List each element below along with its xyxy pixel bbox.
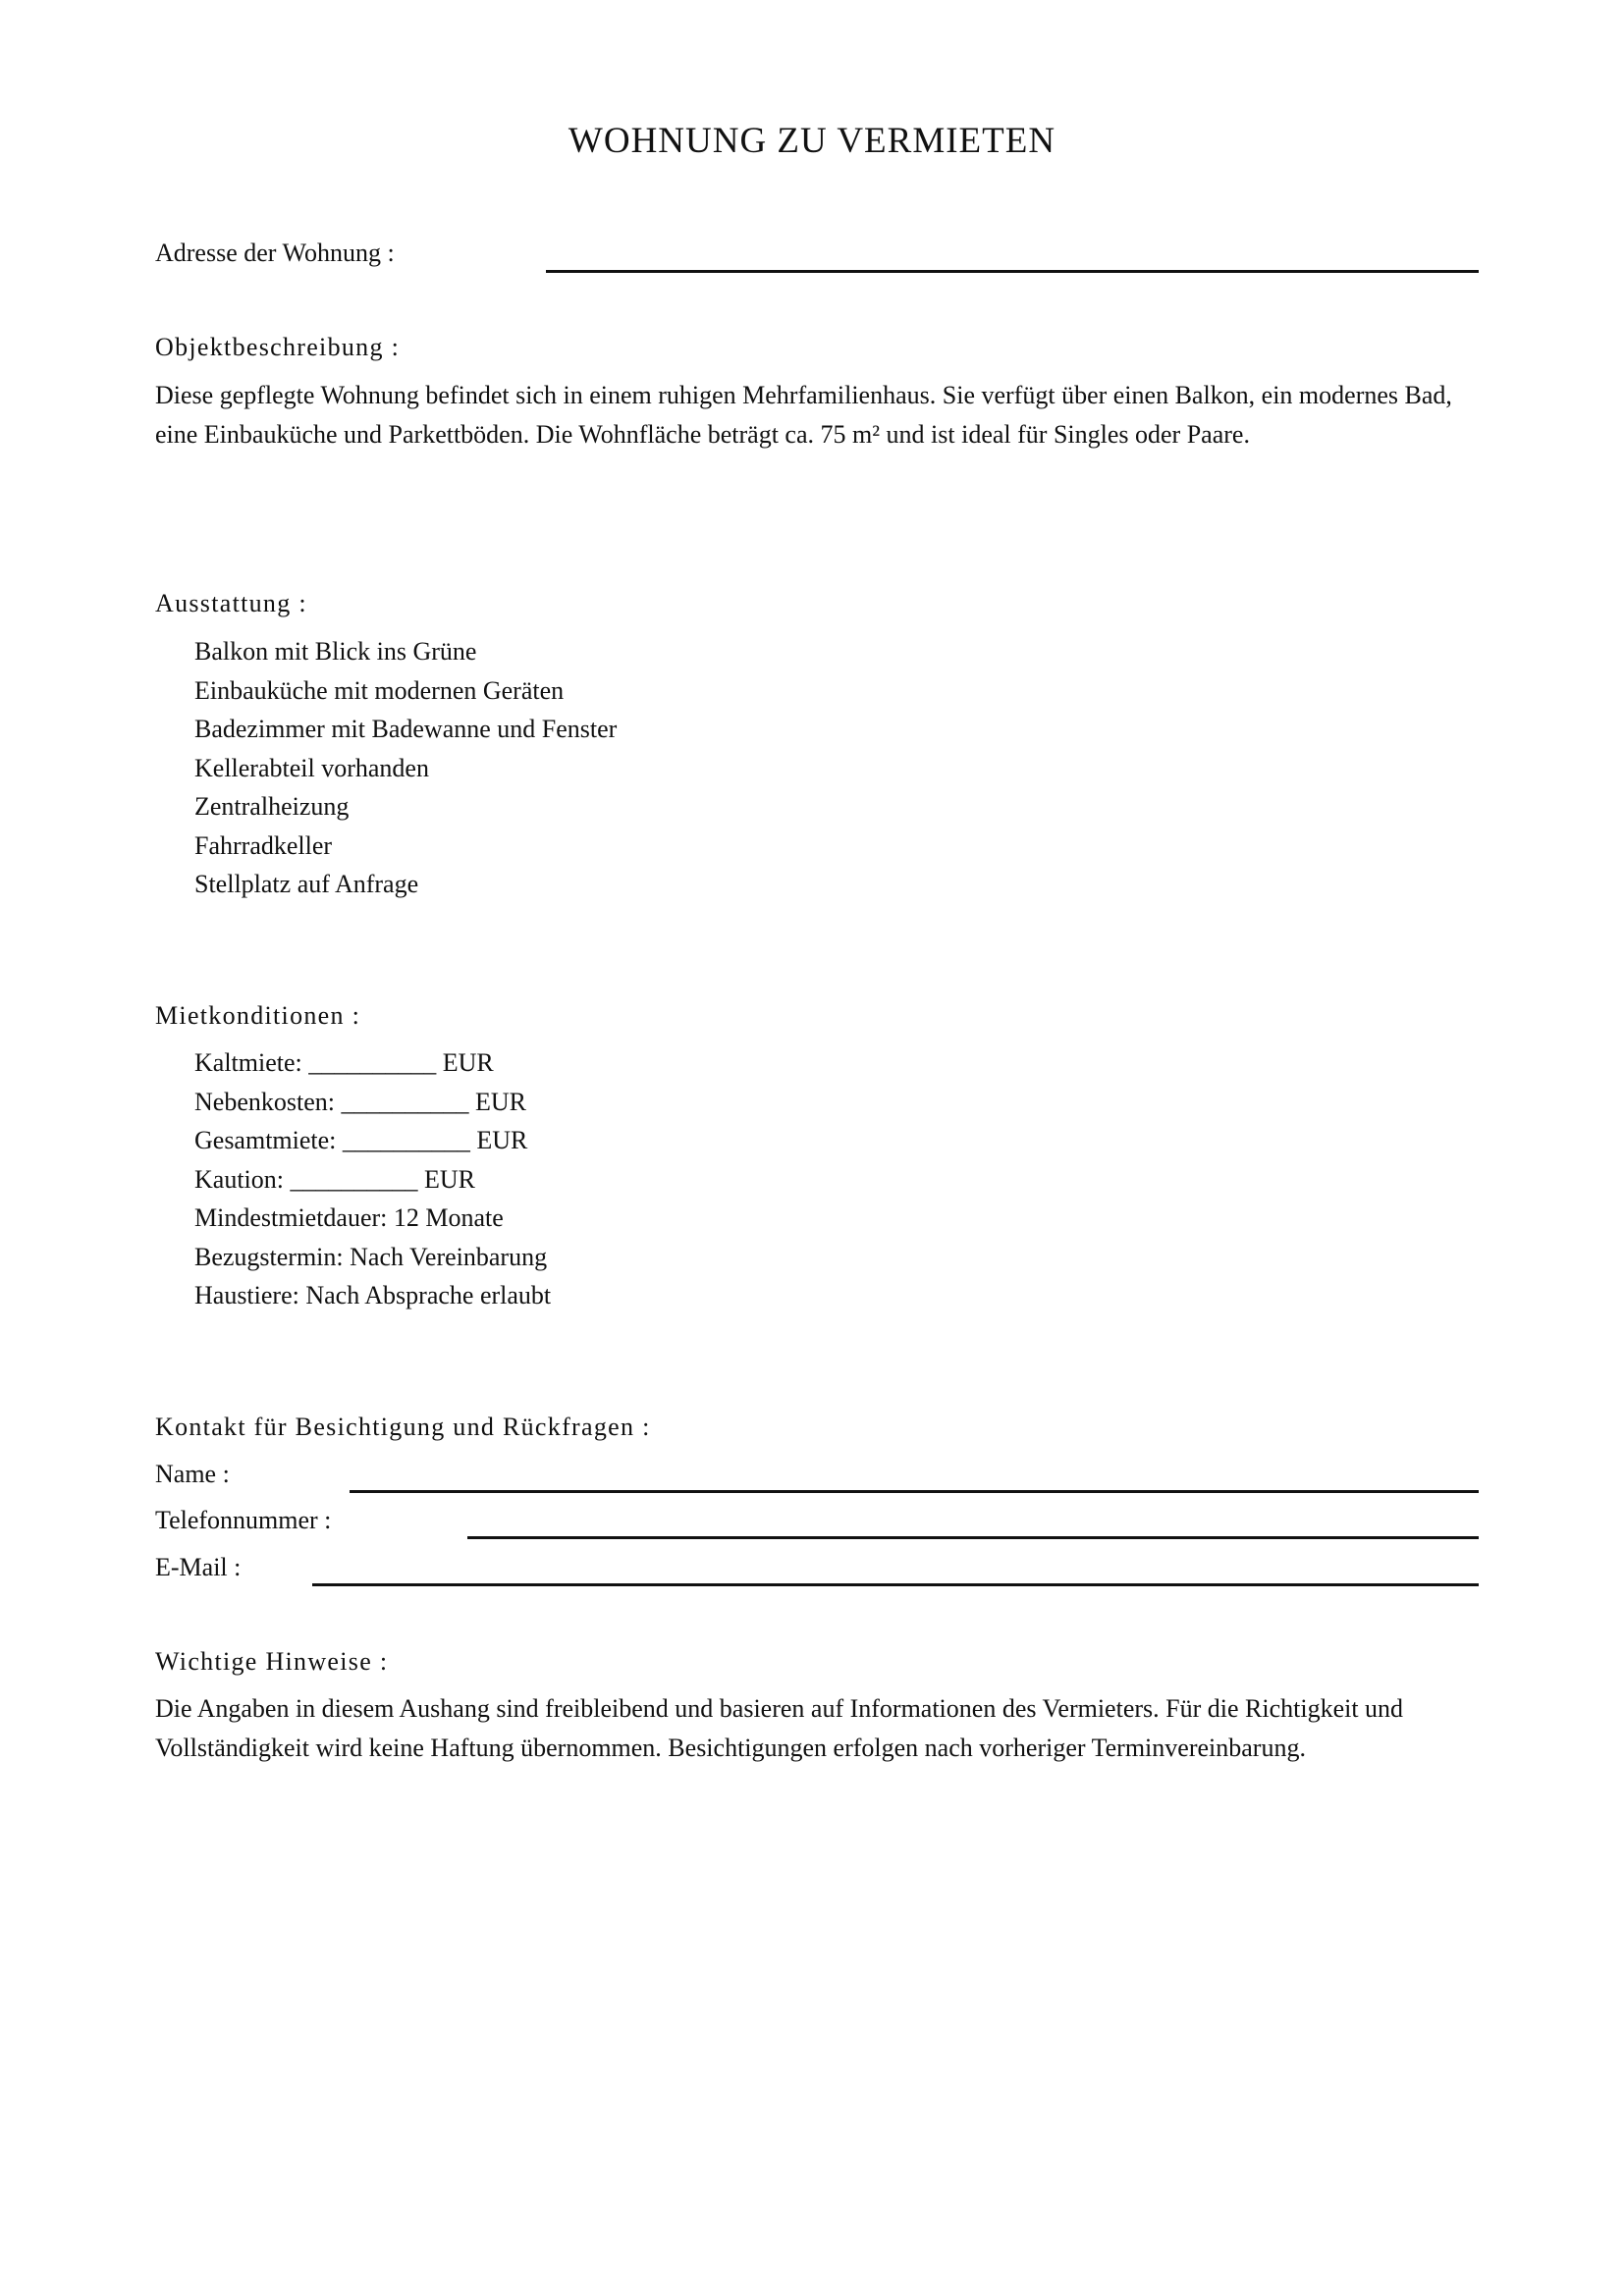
address-label: Adresse der Wohnung :: [155, 239, 395, 267]
phone-label: Telefonnummer :: [155, 1506, 332, 1534]
condition-item: Mindestmietdauer: 12 Monate: [194, 1203, 504, 1232]
notes-heading: Wichtige Hinweise :: [155, 1647, 389, 1676]
feature-item: Stellplatz auf Anfrage: [194, 870, 419, 898]
address-field-line: [546, 270, 1479, 273]
feature-item: Badezimmer mit Badewanne und Fenster: [194, 715, 618, 743]
condition-item: Kaltmiete: __________ EUR: [194, 1048, 494, 1077]
condition-item: Gesamtmiete: __________ EUR: [194, 1126, 528, 1154]
email-field-line: [312, 1583, 1479, 1586]
condition-item: Nebenkosten: __________ EUR: [194, 1087, 526, 1116]
features-list: [194, 632, 617, 904]
email-label: E-Mail :: [155, 1553, 242, 1581]
feature-item: Fahrradkeller: [194, 830, 333, 860]
condition-item: Haustiere: Nach Absprache erlaubt: [194, 1281, 552, 1309]
name-field-line: [350, 1490, 1479, 1493]
page-title: WOHNUNG ZU VERMIETEN: [568, 121, 1056, 161]
description-heading: Objektbeschreibung :: [155, 333, 401, 361]
condition-item: Bezugstermin: Nach Vereinbarung: [194, 1242, 548, 1271]
feature-item: Zentralheizung: [194, 792, 350, 821]
phone-field-line: [467, 1536, 1479, 1539]
contact-heading: Kontakt für Besichtigung und Rückfragen :: [155, 1413, 651, 1441]
conditions-heading: Mietkonditionen :: [155, 1001, 361, 1030]
notes-text: Die Angaben in diesem Aushang sind freibleibend und basieren auf Informationen des Vermieters. Für die Richtigkeit und Vollständigkeit wird keine Haftung übernommen. Besichtigungen erfolgen nach vorheriger Terminvereinbarung.: [155, 1694, 1404, 1762]
feature-item: Balkon mit Blick ins Grüne: [194, 637, 477, 666]
feature-item: Kellerabteil vorhanden: [194, 753, 429, 782]
conditions-list: [194, 1043, 551, 1315]
name-label: Name :: [155, 1460, 230, 1488]
feature-item: Einbauküche mit modernen Geräten: [194, 675, 565, 705]
description-text: Diese gepflegte Wohnung befindet sich in einem ruhigen Mehrfamilienhaus. Sie verfügt über einen Balkon, ein modernes Bad, eine Einbauküche und Parkettböden. Die Wohnfläche beträgt ca. 75 m² und ist ideal für Singles oder Paare.: [155, 381, 1452, 449]
condition-item: Kaution: __________ EUR: [194, 1164, 475, 1194]
features-heading: Ausstattung :: [155, 589, 307, 617]
